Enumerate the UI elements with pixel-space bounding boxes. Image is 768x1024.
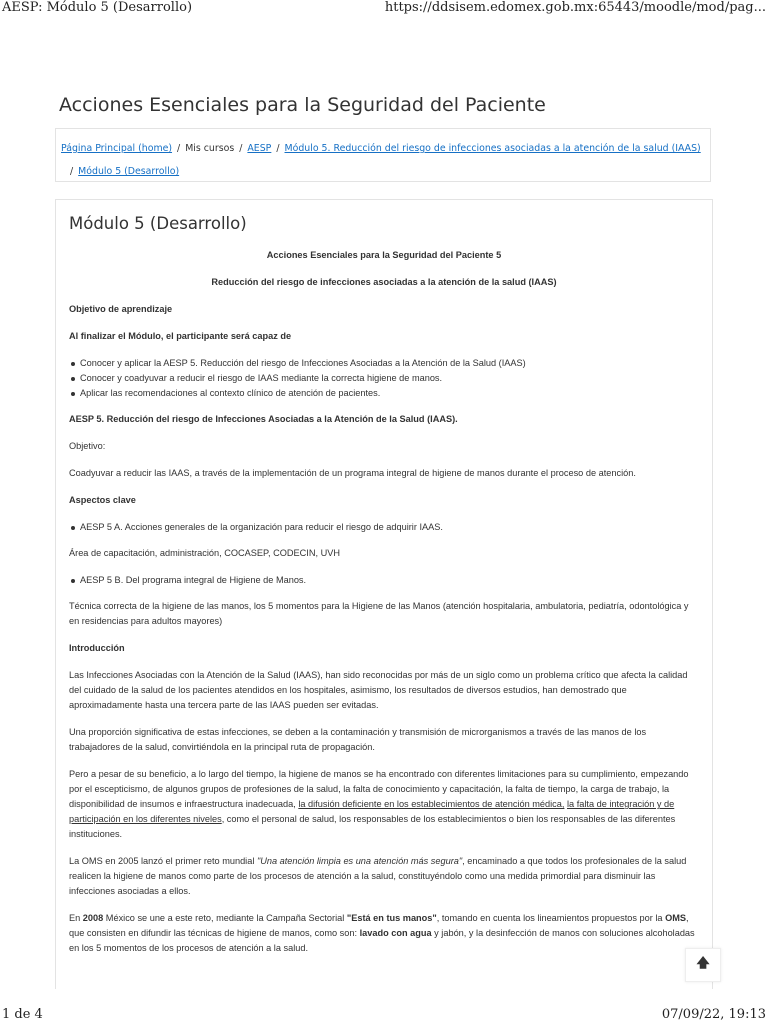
print-page-title: AESP: Módulo 5 (Desarrollo) xyxy=(2,0,193,15)
objetivo-text: Coadyuvar a reducir las IAAS, a través de la implementación de un programa integral de higiene de manos durante el proceso de atención. xyxy=(69,468,636,478)
paragraph-text: Pero a pesar de su beneficio, a lo largo del tiempo, la higiene de manos se ha encontrado con diferentes limitaciones para su cumplimiento, empezando por el escepticismo, de algunos grupos de profesiones de la salud, la falta de conocimiento y capacitación, la falta de tiempo, la carga de trabajo, la disponibilidad de insumos e infraestructura inadecuada, xyxy=(69,769,689,809)
intro-paragraph: Una proporción significativa de estas infecciones, se deben a la contaminación y transmisión de microrganismos a través de las manos de los trabajadores de la salud, convirtiéndola en la principal ruta de propagación. xyxy=(69,727,647,752)
bold-text: 2008 xyxy=(82,913,104,923)
end-of-module-label: Al finalizar el Módulo, el participante será capaz de xyxy=(69,331,292,341)
back-to-top-button[interactable] xyxy=(685,948,721,982)
tecnica-text: Técnica correcta de la higiene de las manos, los 5 momentos para la Higiene de las Manos (atención hospitalaria, ambulatoria, pediatría, odontológica y en residencias para adultos mayores) xyxy=(69,601,689,626)
print-header xyxy=(0,0,768,18)
breadcrumb-home-link[interactable]: Página Principal (home) xyxy=(61,143,173,154)
limitations-paragraph xyxy=(69,767,699,842)
paragraph-text: La OMS en 2005 lanzó el primer reto mundial xyxy=(69,856,257,866)
breadcrumb-course-link[interactable]: AESP xyxy=(247,143,272,154)
content-heading: Acciones Esenciales para la Seguridad del Paciente 5 xyxy=(266,250,502,260)
list-item: Aplicar las recomendaciones al contexto clínico de atención de pacientes. xyxy=(69,386,699,401)
page-content xyxy=(69,248,699,968)
arrow-up-icon: 🡅 xyxy=(696,956,710,971)
breadcrumb-section-link[interactable]: Módulo 5. Reducción del riesgo de infecciones asociadas a la atención de la salud (IAAS) xyxy=(284,143,701,154)
paragraph-text: México se une a este reto, mediante la Campaña Sectorial xyxy=(103,913,347,923)
print-url: https://ddsisem.edomex.gob.mx:65443/moodle/mod/pag... xyxy=(384,0,766,15)
intro-paragraph: Las Infecciones Asociadas con la Atención de la Salud (IAAS), han sido reconocidas por más de un siglo como un problema crítico que afecta la calidad del cuidado de la salud de los pacientes atendidos en los hospitales, asimismo, los resultados de diversos estudios, han demostrado que aproximadamente hasta una tercera parte de las IAAS pueden ser evitadas. xyxy=(69,670,688,710)
list-item: AESP 5 A. Acciones generales de la organización para reducir el riesgo de adquirir IAAS. xyxy=(69,520,699,535)
list-item: Conocer y aplicar la AESP 5. Reducción del riesgo de Infecciones Asociadas a la Atención de la Salud (IAAS) xyxy=(69,356,699,371)
list-item: Conocer y coadyuvar a reducir el riesgo de IAAS mediante la correcta higiene de manos. xyxy=(69,371,699,386)
objetivo-label: Objetivo: xyxy=(69,441,106,451)
paragraph-text: , encaminado a que todos los profesionales de la salud realicen la higiene de manos como parte de los procesos de atención a la salud, constituyéndolo como una medida primordial para disminuir las infecciones asociadas a ellos. xyxy=(69,856,687,896)
objective-label: Objetivo de aprendizaje xyxy=(69,304,173,314)
underlined-text: la difusión deficiente en los establecimientos de atención médica, xyxy=(298,799,565,809)
bold-text: OMS xyxy=(665,913,686,923)
paragraph-text: , como el personal de salud, los responsables de los establecimientos o bien los responsables de las diferentes instituciones. xyxy=(69,814,676,839)
bold-text: lavado con agua xyxy=(359,928,432,938)
breadcrumb-separator: / xyxy=(276,143,280,154)
italic-quote: "Una atención limpia es una atención más segura" xyxy=(256,856,463,866)
site-title: Acciones Esenciales para la Seguridad del Paciente xyxy=(59,94,546,116)
goals-list xyxy=(69,356,699,401)
list-item: AESP 5 B. Del programa integral de Higiene de Manos. xyxy=(69,573,699,588)
aspect-a-list xyxy=(69,520,699,535)
oms-paragraph xyxy=(69,854,699,899)
breadcrumb-page-link[interactable]: Módulo 5 (Desarrollo) xyxy=(78,166,180,177)
aesp-heading: AESP 5. Reducción del riesgo de Infecciones Asociadas a la Atención de la Salud (IAAS). xyxy=(69,414,458,424)
breadcrumb-separator: / xyxy=(177,143,181,154)
paragraph-text: , que consisten en difundir las técnicas de higiene de manos, como son: xyxy=(69,913,689,938)
breadcrumb-separator: / xyxy=(70,166,74,177)
mexico-paragraph xyxy=(69,911,699,956)
module-title: Módulo 5 (Desarrollo) xyxy=(69,214,247,233)
print-footer xyxy=(0,1007,768,1024)
underlined-text: la falta de integración y de participación en los diferentes niveles xyxy=(69,799,675,824)
bold-text: "Está en tus manos" xyxy=(346,913,437,923)
aspect-b-list xyxy=(69,573,699,588)
content-subheading: Reducción del riesgo de infecciones asociadas a la atención de la salud (IAAS) xyxy=(211,277,557,287)
area-text: Área de capacitación, administración, COCASEP, CODECIN, UVH xyxy=(69,548,340,558)
breadcrumb-separator: / xyxy=(239,143,243,154)
breadcrumb-my-courses: Mis cursos xyxy=(185,143,235,154)
paragraph-text: En xyxy=(69,913,83,923)
paragraph-text: y jabón, y la desinfección de manos con soluciones alcoholadas en los 5 momentos de los procesos de atención a la salud. xyxy=(69,928,695,953)
aspectos-label: Aspectos clave xyxy=(69,495,136,505)
print-datetime: 07/09/22, 19:13 xyxy=(661,1007,766,1022)
intro-label: Introducción xyxy=(69,643,125,653)
paragraph-text: , tomando en cuenta los lineamientos propuestos por la xyxy=(436,913,666,923)
breadcrumb xyxy=(55,128,711,182)
print-page-number: 1 de 4 xyxy=(2,1007,43,1022)
